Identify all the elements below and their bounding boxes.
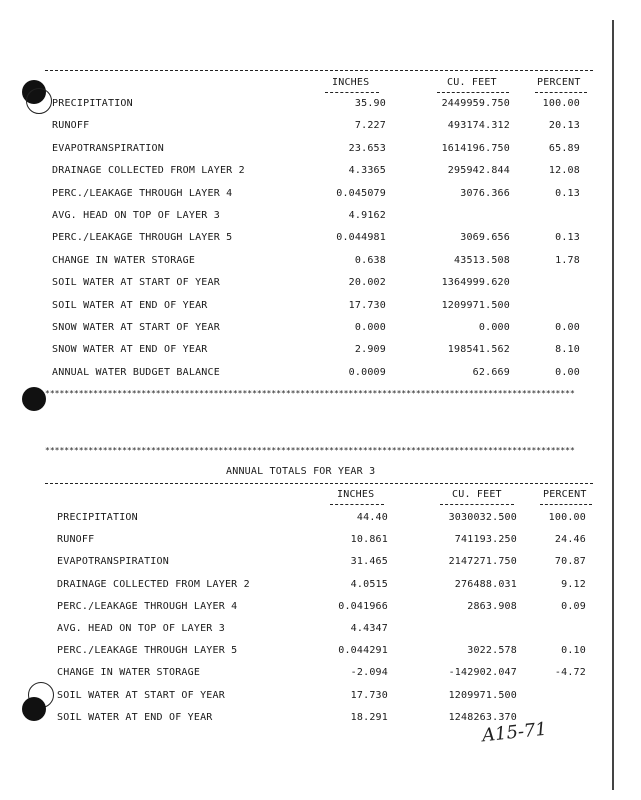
row-percent: 70.87 [554,556,586,568]
row-cu-feet: -142902.047 [448,667,517,679]
row-percent: 1.78 [555,254,580,266]
row-cu-feet: 741193.250 [454,534,517,546]
row-label: SNOW WATER AT START OF YEAR [52,322,220,333]
row-inches: 4.4347 [350,623,388,634]
row-percent: 0.13 [555,187,580,199]
top-underline-percent [535,92,587,93]
row-percent: 100.00 [542,98,580,109]
row-percent: 65.89 [548,142,580,154]
row-inches: 0.044291 [338,645,388,657]
row-percent: 8.10 [555,344,580,356]
row-cu-feet: 62.669 [472,366,510,378]
row-cu-feet: 2863.908 [467,600,517,612]
row-label: AVG. HEAD ON TOP OF LAYER 3 [52,210,220,221]
row-inches: 0.041966 [338,600,388,612]
row-inches: 2.909 [354,344,386,356]
row-percent: 0.00 [555,322,580,333]
row-inches: 31.465 [350,556,388,568]
row-percent: 20.13 [548,120,580,132]
bottom-underline-cu-feet [440,504,514,505]
row-inches: 20.002 [348,277,386,289]
row-cu-feet: 198541.562 [447,344,510,356]
row-label: PERC./LEAKAGE THROUGH LAYER 4 [52,187,233,199]
row-percent: 0.00 [555,366,580,378]
row-inches: 0.638 [354,254,386,266]
row-cu-feet: 1364999.620 [441,277,510,289]
row-cu-feet: 1248263.370 [448,711,517,723]
bottom-header-cu-feet: CU. FEET [452,489,502,500]
row-cu-feet: 2449959.750 [441,98,510,109]
row-label: DRAINAGE COLLECTED FROM LAYER 2 [57,578,250,590]
row-cu-feet: 276488.031 [454,578,517,590]
row-label: SNOW WATER AT END OF YEAR [52,344,208,356]
row-inches: 0.000 [354,322,386,333]
row-cu-feet: 295942.844 [447,165,510,177]
row-cu-feet: 0.000 [478,322,510,333]
row-cu-feet: 1209971.500 [441,299,510,311]
top-underline-cu-feet [437,92,509,93]
separator-stars-1: ************************************************************************************************************** [45,390,575,398]
handwritten-page-note: A15-71 [481,718,548,747]
row-cu-feet: 1614196.750 [441,142,510,154]
bottom-header-percent: PERCENT [543,489,587,500]
row-percent: 100.00 [548,512,586,523]
row-label: SOIL WATER AT END OF YEAR [57,711,213,723]
row-label: DRAINAGE COLLECTED FROM LAYER 2 [52,165,245,177]
row-label: EVAPOTRANSPIRATION [57,556,169,568]
punch-hole-bottom [22,697,46,721]
row-inches: 23.653 [348,142,386,154]
separator-stars-2: ************************************************************************************************************** [45,447,575,455]
row-inches: 44.40 [356,512,388,523]
row-label: CHANGE IN WATER STORAGE [57,667,201,679]
bottom-underline-percent [540,504,592,505]
row-inches: -2.094 [350,667,388,679]
row-inches: 17.730 [348,299,386,311]
row-inches: 4.3365 [348,165,386,177]
row-cu-feet: 2147271.750 [448,556,517,568]
punch-hole-middle [22,387,46,411]
row-inches: 0.044981 [336,232,386,244]
row-percent: 12.08 [548,165,580,177]
row-cu-feet: 43513.508 [454,254,510,266]
row-cu-feet: 3069.656 [460,232,510,244]
row-percent: 24.46 [554,534,586,546]
row-label: PERC./LEAKAGE THROUGH LAYER 4 [57,600,238,612]
row-label: PERC./LEAKAGE THROUGH LAYER 5 [57,645,238,657]
bottom-header-inches: INCHES [337,489,375,500]
row-inches: 4.9162 [348,210,386,221]
right-margin-line [612,20,614,790]
row-cu-feet: 1209971.500 [448,689,517,701]
top-header-rule [45,70,593,71]
row-label: ANNUAL WATER BUDGET BALANCE [52,366,220,378]
top-header-inches: INCHES [332,77,370,88]
row-percent: 0.09 [561,600,586,612]
row-cu-feet: 3076.366 [460,187,510,199]
row-label: SOIL WATER AT START OF YEAR [52,277,220,289]
row-percent: 0.13 [555,232,580,244]
row-inches: 0.045079 [336,187,386,199]
top-header-percent: PERCENT [537,77,581,88]
row-label: CHANGE IN WATER STORAGE [52,254,196,266]
row-inches: 18.291 [350,711,388,723]
row-percent: 9.12 [561,578,586,590]
row-label: PRECIPITATION [52,98,133,109]
row-label: PERC./LEAKAGE THROUGH LAYER 5 [52,232,233,244]
row-inches: 10.861 [350,534,388,546]
row-label: PRECIPITATION [57,512,138,523]
punch-hole-ring-top [26,88,52,114]
bottom-header-rule [45,483,593,484]
row-inches: 7.227 [354,120,386,132]
top-underline-inches [325,92,379,93]
bottom-underline-inches [330,504,384,505]
row-cu-feet: 3030032.500 [448,512,517,523]
row-label: SOIL WATER AT START OF YEAR [57,689,225,701]
row-label: RUNOFF [52,120,90,132]
annual-totals-title: ANNUAL TOTALS FOR YEAR 3 [226,466,376,477]
row-label: AVG. HEAD ON TOP OF LAYER 3 [57,623,225,634]
row-inches: 0.0009 [348,366,386,378]
row-label: RUNOFF [57,534,95,546]
row-label: SOIL WATER AT END OF YEAR [52,299,208,311]
row-cu-feet: 493174.312 [447,120,510,132]
row-percent: -4.72 [554,667,586,679]
top-header-cu-feet: CU. FEET [447,77,497,88]
row-inches: 4.0515 [350,578,388,590]
row-inches: 17.730 [350,689,388,701]
row-label: EVAPOTRANSPIRATION [52,142,164,154]
row-percent: 0.10 [561,645,586,657]
row-cu-feet: 3022.578 [467,645,517,657]
row-inches: 35.90 [354,98,386,109]
